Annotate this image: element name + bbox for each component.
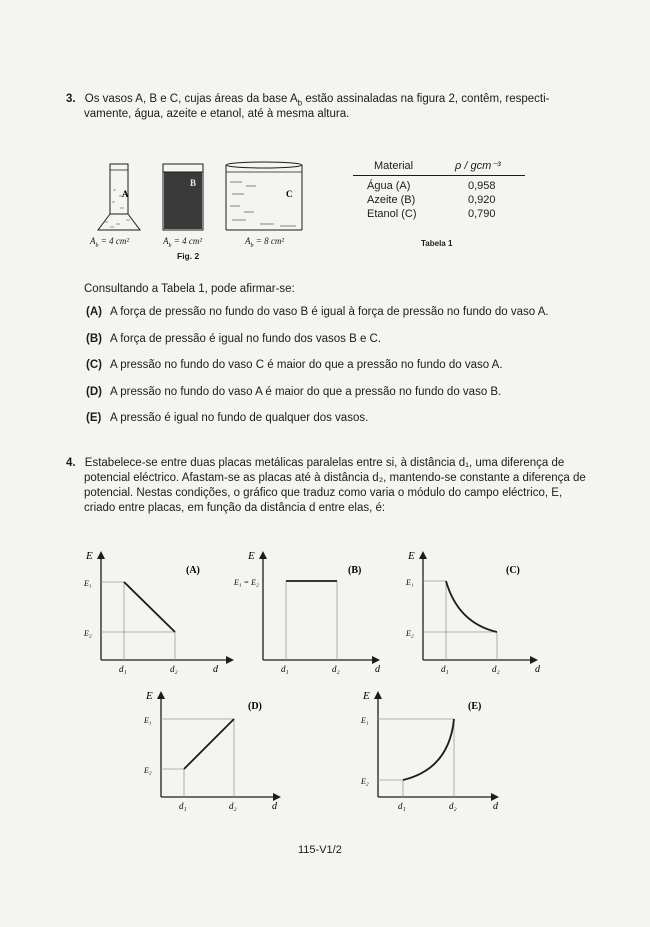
graph-c-y-label: E xyxy=(408,550,415,562)
question-3-line2: vamente, água, azeite e etanol, até à mesma altura. xyxy=(84,108,350,120)
table-header-density: ρ / gcm⁻³ xyxy=(455,160,501,172)
graph-e-option-label: (E) xyxy=(468,701,482,712)
graph-d-curve xyxy=(184,719,234,769)
vessel-a-letter: A xyxy=(122,189,129,199)
option-3c: (C) A pressão no fundo do vaso C é maior do que a pressão no fundo do vaso A. xyxy=(86,359,503,371)
graph-d-e2: E₂ xyxy=(144,766,152,775)
graph-e xyxy=(355,685,515,815)
table-1-caption: Tabela 1 xyxy=(421,239,453,248)
graph-d-option-label: (D) xyxy=(248,701,262,712)
graph-a-curve xyxy=(124,582,175,632)
graph-c-x-label: d xyxy=(535,664,540,675)
graph-c xyxy=(400,545,560,675)
table-row: Azeite (B) xyxy=(367,194,416,206)
graph-d-d1: d₁ xyxy=(179,801,187,811)
graph-d-d2: d₂ xyxy=(229,801,237,811)
vessel-b-area: $A_b = 4$ cm² xyxy=(163,236,203,249)
option-3e: (E) A pressão é igual no fundo de qualquer dos vasos. xyxy=(86,412,369,424)
graph-a xyxy=(78,545,238,675)
vessel-b-letter: B xyxy=(190,178,197,188)
graph-d-x-label: d xyxy=(272,801,277,812)
graph-b-option-label: (B) xyxy=(348,565,362,576)
table-cell-density: 0,920 xyxy=(468,194,496,206)
graph-b xyxy=(234,545,400,675)
question-4-line1: 4. Estabelece-se entre duas placas metálicas paralelas entre si, à distância d₁, uma diferença de xyxy=(66,457,565,469)
table-header-material: Material xyxy=(374,160,414,172)
table-cell-density: 0,958 xyxy=(468,180,496,192)
graph-c-d1: d₁ xyxy=(441,664,449,674)
graph-e-d1: d₁ xyxy=(398,801,406,811)
graph-e-x-label: d xyxy=(493,801,498,812)
graph-d-y-label: E xyxy=(146,690,153,702)
graph-a-d1: d₁ xyxy=(119,664,127,674)
graph-c-option-label: (C) xyxy=(506,565,520,576)
graph-c-d2: d₂ xyxy=(492,664,500,674)
vessel-c-letter: C xyxy=(286,189,293,199)
vessel-a xyxy=(98,164,140,230)
question-4-number: 4. xyxy=(66,457,76,469)
graph-a-x-label: d xyxy=(213,664,218,675)
question-3-line1: Os vasos A, B e C, cujas áreas da base $A_b$ estão assinaladas na figura 2, contêm, respecti- xyxy=(84,93,550,108)
graph-d-e1: E₁ xyxy=(144,716,152,725)
question-3-prompt: Consultando a Tabela 1, pode afirmar-se: xyxy=(84,283,295,295)
graph-a-e2: E₂ xyxy=(84,629,92,638)
table-row: Água (A) xyxy=(367,180,411,192)
graph-c-e2: E₂ xyxy=(406,629,414,638)
graph-b-d1: d₁ xyxy=(281,664,289,674)
graph-a-e1: E₁ xyxy=(84,579,92,588)
graph-a-option-label: (A) xyxy=(186,565,200,576)
graph-b-y-label: E xyxy=(248,550,255,562)
graph-a-y-label: E xyxy=(86,550,93,562)
graph-c-e1: E₁ xyxy=(406,578,414,587)
question-4-line3: potencial. Nestas condições, o gráfico que traduz como varia o módulo do campo eléctrico, E, xyxy=(84,487,563,499)
graph-e-d2: d₂ xyxy=(449,801,457,811)
graph-e-y-label: E xyxy=(363,690,370,702)
graph-b-d2: d₂ xyxy=(332,664,340,674)
graph-b-x-label: d xyxy=(375,664,380,675)
question-3-number: 3. xyxy=(66,93,76,105)
table-row: Etanol (C) xyxy=(367,208,417,220)
figure-2-vessels xyxy=(90,150,320,270)
graph-a-d2: d₂ xyxy=(170,664,178,674)
graph-e-curve xyxy=(403,719,454,780)
vessel-b xyxy=(163,164,203,230)
page-code: 115-V1/2 xyxy=(298,844,342,856)
option-3a: (A) A força de pressão no fundo do vaso B é igual à força de pressão no fundo do vaso A. xyxy=(86,306,549,318)
table-rule xyxy=(353,175,525,176)
option-3d: (D) A pressão no fundo do vaso A é maior do que a pressão no fundo do vaso B. xyxy=(86,386,502,398)
graph-e-e2: E₂ xyxy=(361,777,369,786)
vessel-c-area: $A_b = 8$ cm² xyxy=(245,236,285,249)
question-4-line2: potencial eléctrico. Afastam-se as placas até à distância d₂, mantendo-se constante a diferença de xyxy=(84,472,586,484)
graph-b-e12: E₁ = E₂ xyxy=(234,578,259,587)
figure-2-caption: Fig. 2 xyxy=(177,251,200,261)
graph-e-e1: E₁ xyxy=(361,716,369,725)
vessel-a-area: $A_b = 4$ cm² xyxy=(90,236,130,249)
question-4-line4: criado entre placas, em função da distância d entre elas, é: xyxy=(84,502,386,514)
graph-d xyxy=(138,685,298,815)
graph-c-curve xyxy=(446,581,497,632)
table-cell-density: 0,790 xyxy=(468,208,496,220)
option-3b: (B) A força de pressão é igual no fundo dos vasos B e C. xyxy=(86,333,382,345)
